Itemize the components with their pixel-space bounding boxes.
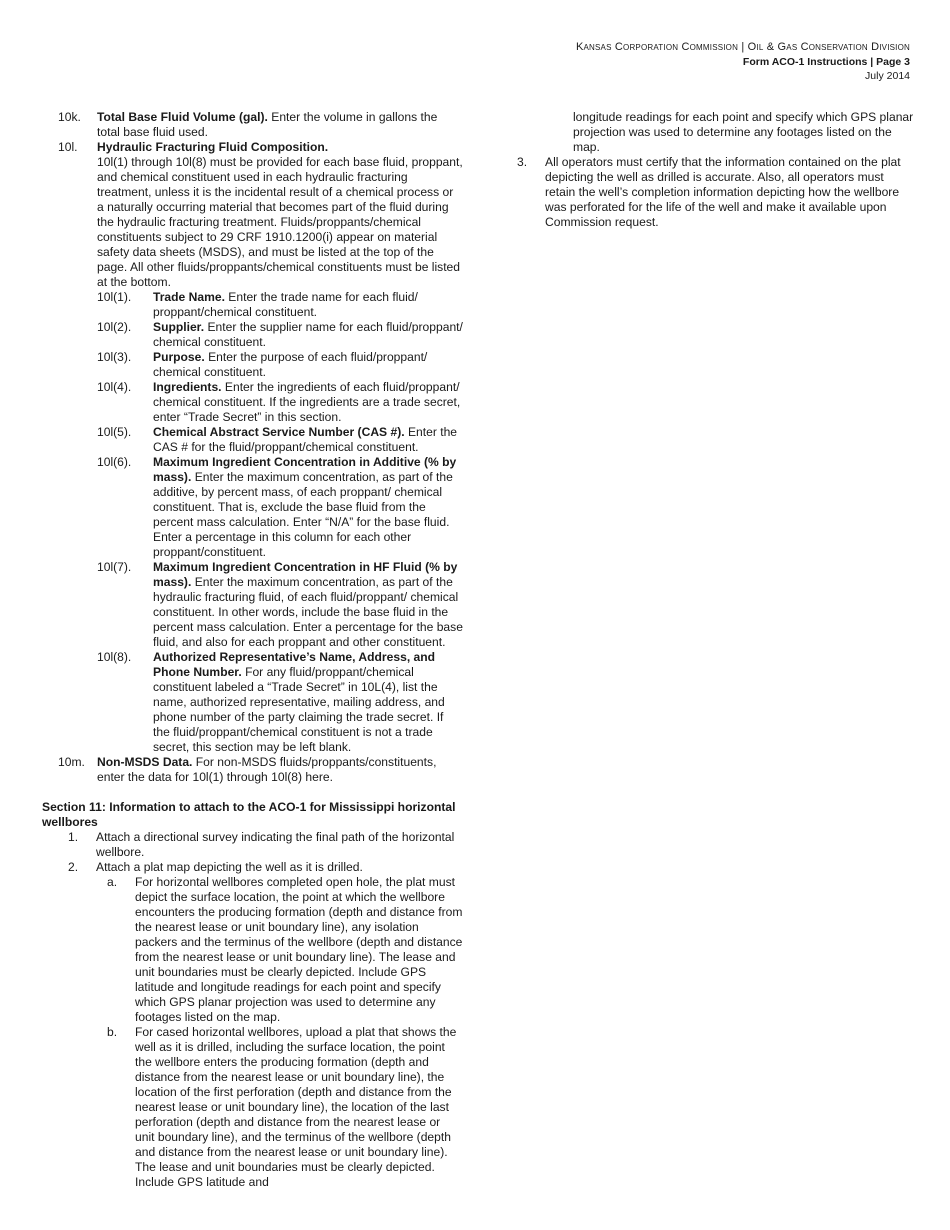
list-text: All operators must certify that the information contained on the plat depicting the well as drilled is accurate. Also, all operators must retain the well’s completion information depicting how the wellbore was perforated for the life of the well and make it available upon Commission request. <box>545 155 901 229</box>
subitem <box>97 350 463 380</box>
subitem-label: 10l(5). <box>97 425 132 439</box>
continued-text: longitude readings for each point and specify which GPS planar projection was used to determine any footages listed on the map. <box>573 110 914 154</box>
right-column <box>517 110 917 230</box>
sublist <box>107 875 463 1190</box>
subitem-term: Supplier. <box>153 320 205 334</box>
subitem <box>97 380 463 425</box>
list-number: 2. <box>68 860 79 874</box>
subitem-term: Purpose. <box>153 350 205 364</box>
subitem-label: 10l(4). <box>97 380 132 394</box>
item-term: Non-MSDS Data. <box>97 755 193 769</box>
subitem-label: 10l(3). <box>97 350 132 364</box>
list-item <box>517 155 917 230</box>
item-term: Hydraulic Fracturing Fluid Composition. <box>97 140 329 154</box>
subitem-term: Chemical Abstract Service Number (CAS #). <box>153 425 405 439</box>
subitem-term: Trade Name. <box>153 290 225 304</box>
subitem-text: Enter the trade name for each fluid/ proppant/chemical constituent. <box>153 290 418 319</box>
subitem-label: 10l(7). <box>97 560 132 574</box>
subitem <box>97 650 463 755</box>
item-10k <box>58 110 463 140</box>
list-item <box>107 875 463 1025</box>
subitem <box>97 290 463 320</box>
header-agency: Kansas Corporation Commission | Oil & Gas Conservation Division <box>575 41 910 53</box>
item-body: 10l(1) through 10l(8) must be provided for each base fluid, proppant, and chemical constituent used in each hydraulic fracturing treatment, unless it is the incidental result of a chemical process or a naturally occurring material that becomes part of the fluid during the hydraulic fracturing treatment. Fluids/proppants/chemical constituents subject to 29 CRF 1910.1200(i) appear on material safety data sheets (MSDS), and must be listed at the top of the page. All other fluids/proppants/chemical constituents must be listed at the bottom. <box>97 155 463 289</box>
subitem <box>97 455 463 560</box>
subitem-term: Ingredients. <box>153 380 222 394</box>
subitem-label: 10l(6). <box>97 455 132 469</box>
item-label: 10m. <box>58 755 85 769</box>
item-term: Total Base Fluid Volume (gal). <box>97 110 268 124</box>
subitem <box>97 320 463 350</box>
list-number: 3. <box>517 155 528 169</box>
subitem <box>97 425 463 455</box>
subitem-label: 10l(1). <box>97 290 132 304</box>
list-item <box>68 830 463 860</box>
item-text: Enter the volume in gallons the total base fluid used. <box>97 110 438 139</box>
header-date: July 2014 <box>865 70 910 82</box>
list-text: For horizontal wellbores completed open hole, the plat must depict the surface location, the point at which the wellbore encounters the producing formation (depth and distance from the nearest lease or unit boundary line), any isolation packers and the terminus of the wellbore (depth and distance from the nearest lease or unit boundary line). The lease and unit boundaries must be clearly depicted. Include GPS latitude and longitude readings for each point and specify which GPS planar projection was used to determine any footages listed on the map. <box>135 875 463 1024</box>
subitem-term: Authorized Representative’s Name, Address, and Phone Number. <box>153 650 436 679</box>
subitem-text: Enter the supplier name for each fluid/proppant/ chemical constituent. <box>153 320 463 349</box>
subitem-text: Enter the maximum concentration, as part of the additive, by percent mass, of each proppant/ chemical constituent. That is, exclude the base fluid from the percent mass calculation. Enter “N/A” for the base fluid. Enter a percentage in this column for each other proppant/constituent. <box>153 470 453 559</box>
subitem-text: Enter the maximum concentration, as part of the hydraulic fracturing fluid, of each fluid/proppant/ chemical constituent. In other words, include the base fluid in the percent mass calculation. Enter a percentage for the base fluid, and also for each proppant and other constituent. <box>153 575 463 649</box>
list-item <box>107 1025 463 1190</box>
subitem-text: Enter the purpose of each fluid/proppant/ chemical constituent. <box>153 350 428 379</box>
subitem-list <box>97 290 463 755</box>
list-text: For cased horizontal wellbores, upload a plat that shows the well as it is drilled, including the surface location, the point the wellbore enters the producing formation (depth and distance from the nearest lease or unit boundary line), the location of the first perforation (depth and distance from the nearest lease or unit boundary line), the location of the last perforation (depth and distance from the nearest lease or unit boundary line), and the terminus of the wellbore (depth and distance from the nearest lease or unit boundary line). The lease and unit boundaries must be clearly depicted. Include GPS latitude and <box>135 1025 457 1189</box>
subitem-text: Enter the CAS # for the fluid/proppant/chemical constituent. <box>153 425 458 454</box>
list-number: 1. <box>68 830 79 844</box>
page-header <box>576 40 910 84</box>
item-10m <box>58 755 463 785</box>
section-11-list <box>68 830 463 1190</box>
subitem-label: 10l(8). <box>97 650 132 664</box>
list-letter: b. <box>107 1025 118 1039</box>
subitem-term: Maximum Ingredient Concentration in Additive (% by mass). <box>153 455 457 484</box>
left-column <box>42 110 463 1190</box>
subitem-text: Enter the ingredients of each fluid/proppant/ chemical constituent. If the ingredients are a trade secret, enter “Trade Secret” in this section. <box>153 380 461 424</box>
list-item <box>68 860 463 875</box>
list-text: Attach a plat map depicting the well as it is drilled. <box>96 860 363 874</box>
section-11-heading: Section 11: Information to attach to the ACO-1 for Mississippi horizontal wellbores <box>42 800 456 829</box>
item-label: 10l. <box>58 140 78 154</box>
list-letter: a. <box>107 875 118 889</box>
item-10l <box>58 140 463 290</box>
list-text: Attach a directional survey indicating the final path of the horizontal wellbore. <box>96 830 455 859</box>
header-form-title: Form ACO-1 Instructions | Page 3 <box>742 55 910 68</box>
item-label: 10k. <box>58 110 81 124</box>
subitem-text: For any fluid/proppant/chemical constituent labeled a “Trade Secret” in 10L(4), list the name, authorized representative, mailing address, and phone number of the party claiming the trade secret. If the fluid/proppant/chemical constituent is not a trade secret, this section may be left blank. <box>153 665 445 754</box>
subitem-term: Maximum Ingredient Concentration in HF Fluid (% by mass). <box>153 560 458 589</box>
subitem <box>97 560 463 650</box>
item-text: For non-MSDS fluids/proppants/constituents, enter the data for 10l(1) through 10l(8) here. <box>97 755 437 784</box>
subitem-label: 10l(2). <box>97 320 132 334</box>
